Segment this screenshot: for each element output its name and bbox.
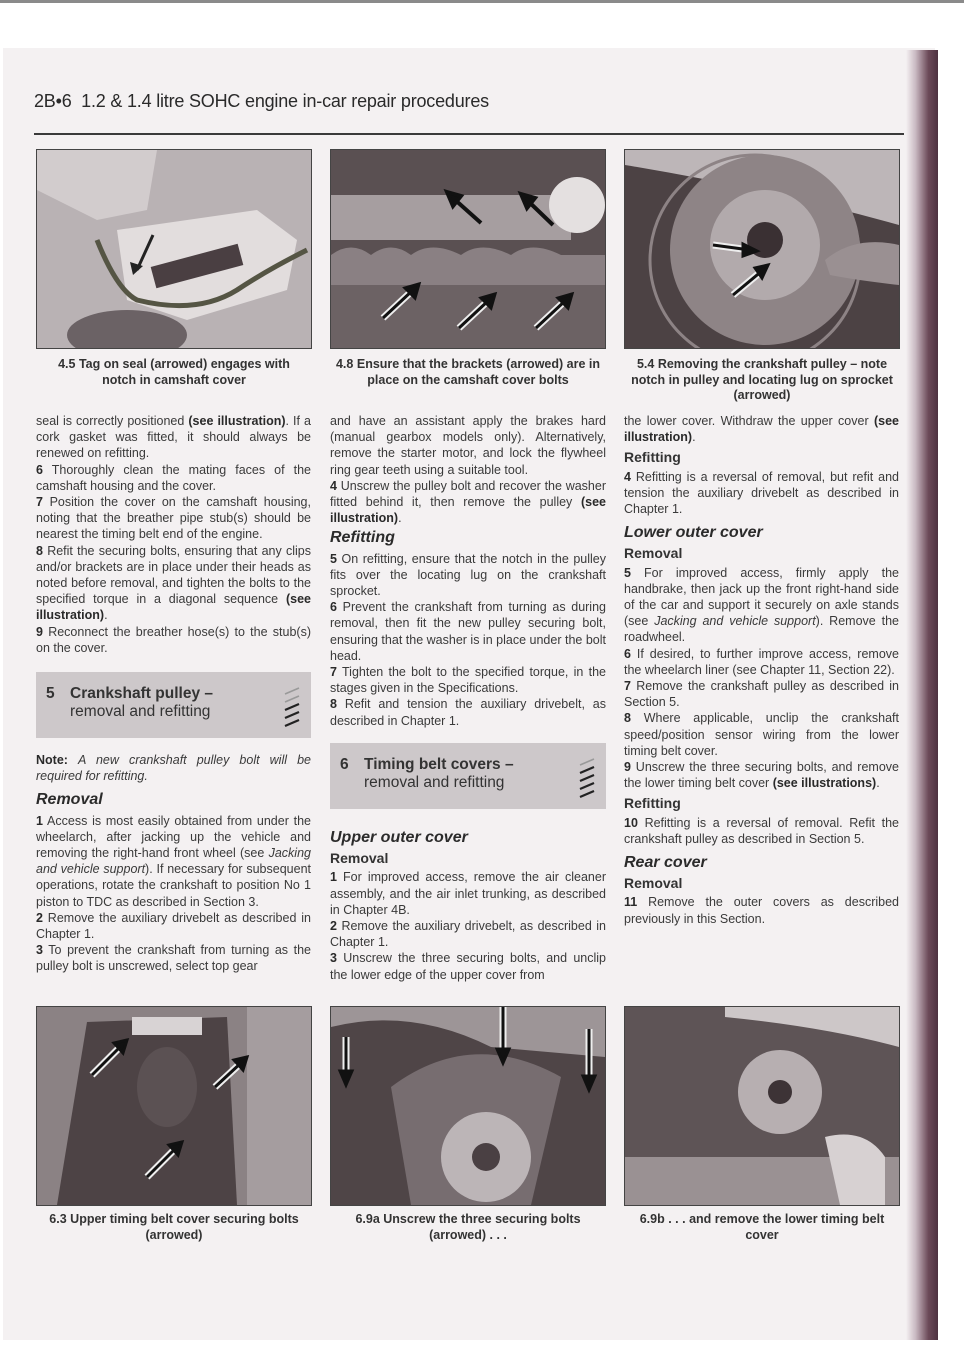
subheading-refitting: Refitting	[624, 795, 681, 812]
photo-4-8-camshaft-brackets	[330, 149, 606, 349]
photo-crankshaft-pulley-image	[625, 150, 899, 348]
figure-caption-text: . . . and remove the lower timing belt cover	[668, 1212, 885, 1242]
list-item: 10 Refitting is a reversal of removal. Refit the crankshaft pulley as described in Section 5.	[624, 815, 899, 846]
figure-caption-text: Tag on seal (arrowed) engages with notch in camshaft cover	[78, 357, 290, 387]
subheading-removal: Removal	[36, 791, 103, 809]
subheading-removal: Removal	[330, 850, 389, 867]
photo-upper-cover-image	[37, 1007, 311, 1205]
figure-number: 4.8	[335, 357, 354, 371]
photo-6-3-upper-cover-bolts	[36, 1006, 312, 1206]
figure-caption-text: Ensure that the brackets (arrowed) are in place on the camshaft cover bolts	[356, 357, 600, 387]
difficulty-wrench-icon	[576, 751, 598, 801]
subheading-removal: Removal	[624, 875, 683, 892]
list-item: 11 Remove the outer covers as described previously in this Section.	[624, 895, 899, 926]
page-header	[34, 91, 489, 112]
see-illustrations-link[interactable]: (see illustrations)	[772, 776, 877, 791]
figure-number: 6.9b	[639, 1212, 665, 1226]
column-2-bottom	[330, 826, 606, 983]
paragraph: the lower cover. Withdraw the upper cover (see illustration).	[624, 414, 899, 445]
list-item: 8 Where applicable, unclip the crankshaft speed/position sensor wiring from the lower timing belt cover.	[624, 711, 899, 758]
photo-5-4-crankshaft-pulley	[624, 149, 900, 349]
section-title: Timing belt covers –	[364, 756, 514, 773]
list-item: 9 Unscrew the three securing bolts, and remove the lower timing belt cover (see illustrations).	[624, 760, 899, 791]
list-item: 3 Unscrew the three securing bolts, and unclip the lower edge of the upper cover from	[330, 951, 606, 982]
subheading-removal: Removal	[624, 545, 683, 562]
figure-number: 6.9a	[355, 1212, 380, 1226]
figure-caption-6-9b	[624, 1212, 900, 1243]
subheading-lower-outer-cover: Lower outer cover	[624, 524, 763, 542]
figure-caption-text: Upper timing belt cover securing bolts (arrowed)	[70, 1212, 299, 1242]
list-item: 2 Remove the auxiliary drivebelt, as described in Chapter 1.	[330, 919, 606, 950]
figure-caption-6-3	[36, 1212, 312, 1243]
subheading-refitting: Refitting	[624, 449, 681, 466]
column-1-top	[36, 413, 311, 656]
figure-caption-text: Unscrew the three securing bolts (arrowed) . . .	[383, 1212, 581, 1242]
list-item: 6 Thoroughly clean the mating faces of the camshaft housing and the cover.	[36, 462, 311, 493]
list-item: 2 Remove the auxiliary drivebelt as described in Chapter 1.	[36, 910, 311, 942]
chapter-title: 1.2 & 1.4 litre SOHC engine in-car repair procedures	[81, 91, 489, 111]
section-5-heading	[36, 672, 311, 738]
subheading-refitting: Refitting	[330, 529, 395, 547]
photo-4-5-camshaft-seal	[36, 149, 312, 349]
list-item: 8 Refit and tension the auxiliary drivebelt, as described in Chapter 1.	[330, 697, 606, 728]
list-item: 1 Access is most easily obtained from under the wheelarch, after jacking up the vehicle and removing the right-hand front wheel (see Jacking and vehicle support). If necessary for subsequent operations, rotate the crankshaft to position No 1 piston to TDC as described in Section 3.	[36, 813, 311, 909]
photo-camshaft-cover-image	[331, 150, 605, 348]
list-item: 4 Refitting is a reversal of removal, but refit and tension the auxiliary drivebelt as described in Chapter 1.	[624, 469, 899, 517]
paragraph: seal is correctly positioned (see illustration). If a cork gasket was fitted, it should always be renewed on refitting.	[36, 414, 311, 461]
list-item: 7 Position the cover on the camshaft housing, noting that the breather pipe stub(s) should be nearest the timing belt end of the engine.	[36, 495, 311, 542]
section-number: 6	[340, 756, 349, 773]
figure-number: 4.5	[58, 357, 76, 371]
column-1-bottom	[36, 752, 311, 975]
list-item: 9 Reconnect the breather hose(s) to the stub(s) on the cover.	[36, 624, 311, 655]
photo-lower-cover-removed-image	[625, 1007, 899, 1205]
figure-caption-text: Removing the crankshaft pulley – note notch in pulley and locating lug on sprocket (arrowed)	[631, 357, 893, 402]
list-item: 1 For improved access, remove the air cleaner assembly, and the air inlet trunking, as described in Chapter 4B.	[330, 870, 606, 917]
page-spine-shadow	[906, 50, 938, 1340]
subheading-rear-cover: Rear cover	[624, 854, 707, 872]
photo-camshaft-seal-image	[37, 150, 311, 348]
note: Note: A new crankshaft pulley bolt will be required for refitting.	[36, 753, 311, 784]
list-item: 6 Prevent the crankshaft from turning as during removal, then fit the new pulley securing bolt, ensuring that the washer is in place under the bolt head.	[330, 600, 606, 663]
figure-caption-5-4	[624, 357, 900, 404]
list-item: 8 Refit the securing bolts, ensuring that any clips and/or brackets are in place under their heads as noted before removal, and tighten the bolts to the specified torque in a diagonal sequence (see illustration).	[36, 543, 311, 623]
paragraph: and have an assistant apply the brakes hard (manual gearbox models only). Alternatively, remove the starter motor, and lock the flywheel ring gear teeth using a suitable tool.	[330, 414, 606, 477]
list-item: 3 To prevent the crankshaft from turning as the pulley bolt is unscrewed, select top gear	[36, 943, 311, 974]
section-6-heading	[330, 743, 606, 809]
photo-6-9a-securing-bolts	[330, 1006, 606, 1206]
list-item: 7 Remove the crankshaft pulley as described in Section 5.	[624, 679, 899, 710]
subheading-upper-outer-cover: Upper outer cover	[330, 829, 468, 846]
section-subtitle: removal and refitting	[364, 774, 505, 791]
figure-caption-4-8	[328, 357, 608, 388]
photo-lower-cover-bolts-image	[331, 1007, 605, 1205]
see-illustration-link[interactable]: (see illustration)	[188, 414, 286, 428]
section-subtitle: removal and refitting	[70, 703, 211, 720]
section-number: 5	[46, 685, 55, 702]
see-illustration-link[interactable]: (see illustration)	[624, 414, 899, 445]
list-item: 6 If desired, to further improve access, remove the wheelarch liner (see Chapter 11, Section 22).	[624, 646, 899, 677]
section-title: Crankshaft pulley –	[70, 685, 213, 702]
figure-caption-6-9a	[330, 1212, 606, 1243]
see-illustration-link[interactable]: (see illustration)	[330, 495, 606, 526]
figure-number: 5.4	[636, 357, 655, 371]
page-reference: 2B•6	[34, 91, 72, 111]
figure-number: 6.3	[49, 1212, 67, 1226]
column-3	[624, 413, 899, 927]
list-item: 7 Tighten the bolt to the specified torque, in the stages given in the Specifications.	[330, 665, 607, 696]
see-illustration-link[interactable]: (see illustration)	[36, 592, 311, 623]
list-item: 5 On refitting, ensure that the notch in the pulley fits over the locating lug on the crankshaft sprocket.	[330, 551, 606, 599]
viewer-top-border	[0, 0, 964, 3]
header-rule	[34, 133, 904, 135]
photo-6-9b-lower-cover-removed	[624, 1006, 900, 1206]
list-item: 5 For improved access, firmly apply the handbrake, then jack up the front right-hand side of the car and support it securely on axle stands (see Jacking and vehicle support). Remove the roadwheel.	[624, 565, 899, 645]
list-item: 4 Unscrew the pulley bolt and recover the washer fitted behind it, then remove the pulley (see illustration).	[330, 478, 606, 526]
column-2-top	[330, 413, 606, 729]
figure-caption-4-5	[40, 357, 308, 388]
difficulty-wrench-icon	[281, 680, 303, 730]
